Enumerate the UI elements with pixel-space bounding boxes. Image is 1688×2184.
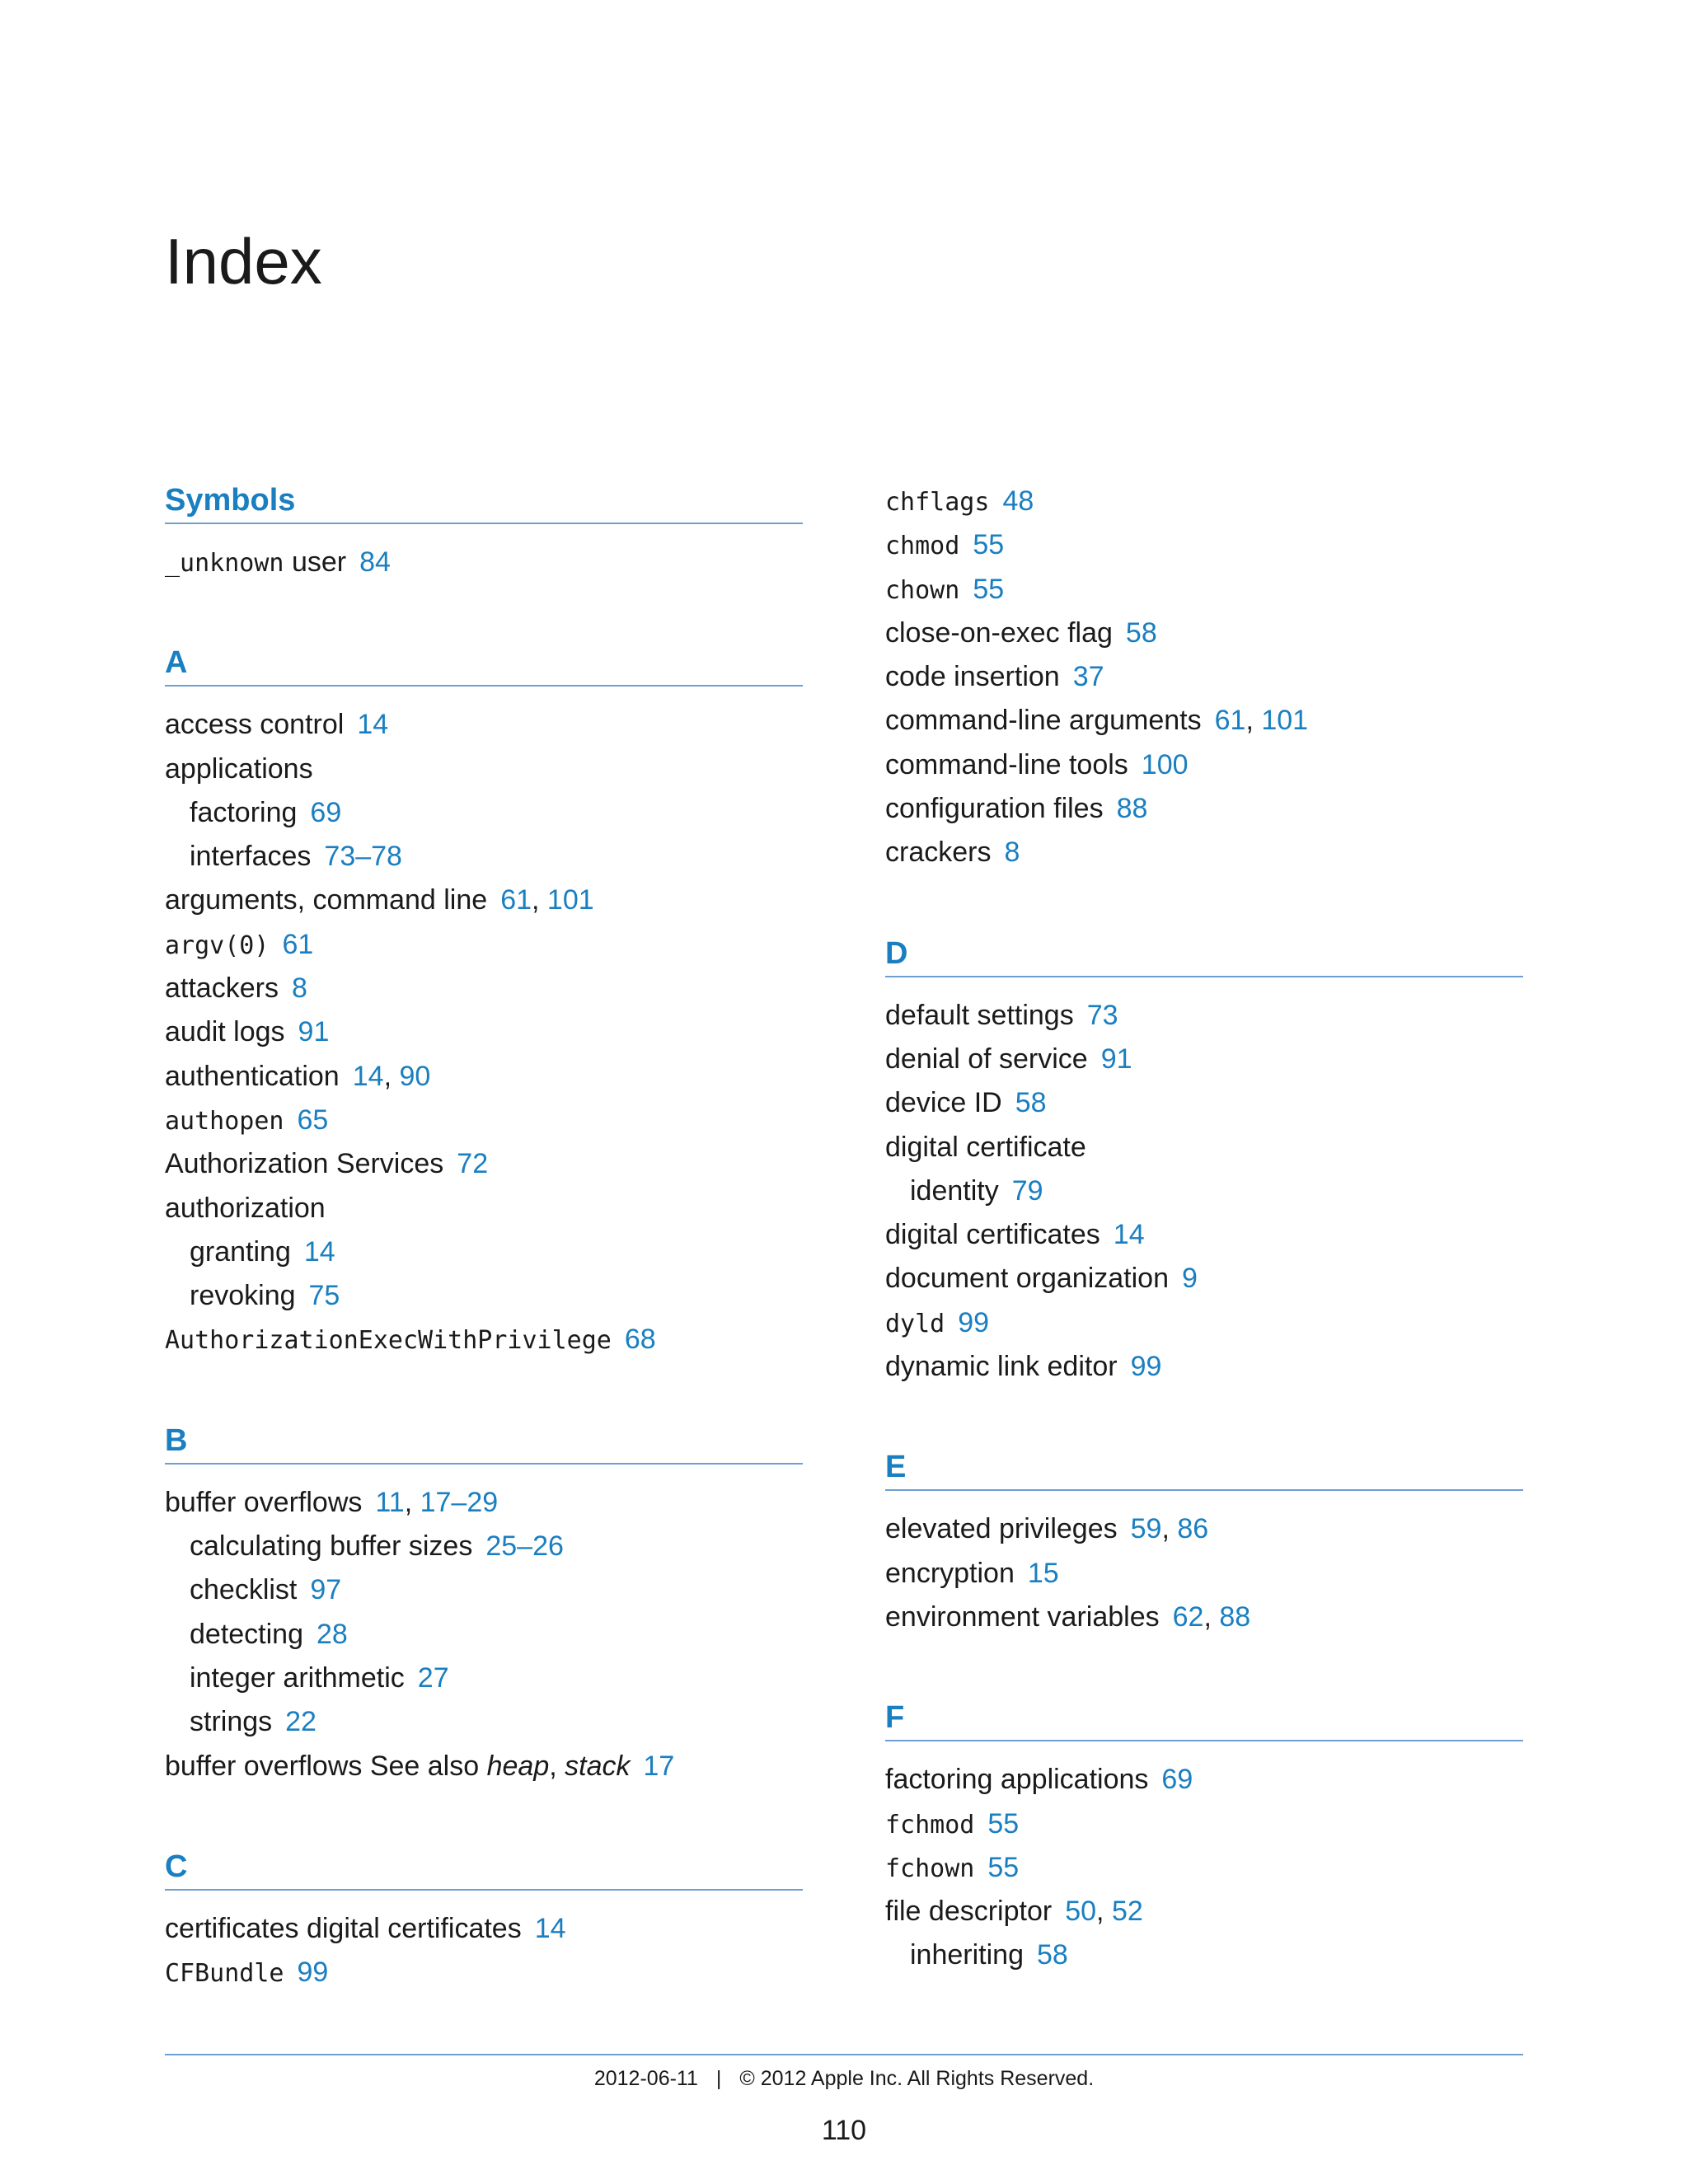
index-entry [165,1318,803,1361]
entry-term: calculating buffer sizes [190,1530,473,1563]
section-heading: D [885,933,1523,977]
page-reference-link[interactable]: 17–29 [420,1486,499,1518]
index-entry [165,1951,803,1994]
entry-term: denial of service [885,1043,1088,1075]
page-reference-link[interactable]: 58 [1015,1087,1047,1119]
page-separator: , [404,1486,420,1518]
page-reference-link[interactable]: 8 [291,972,307,1005]
entry-term: , [549,1750,565,1782]
entry-term: dynamic link editor [885,1351,1118,1383]
entry-term: document organization [885,1263,1170,1295]
entry-term: user [284,546,347,578]
page-reference-link[interactable]: 91 [298,1016,330,1048]
index-section-a [165,642,803,1361]
index-entry [885,1213,1523,1257]
entry-term: arguments, command line [165,884,488,916]
footer-copyright: © 2012 Apple Inc. All Rights Reserved. [739,2067,1095,2090]
page-reference-link[interactable]: 22 [285,1706,316,1738]
page-reference-link[interactable]: 65 [297,1104,329,1136]
index-subentry [165,1657,803,1700]
page-reference-link[interactable]: 50 [1065,1896,1097,1928]
page-title: Index [165,225,322,298]
entry-term: attackers [165,972,279,1005]
index-entry [165,703,803,747]
page-reference-link[interactable]: 25–26 [485,1530,564,1563]
page-reference-link[interactable]: 97 [310,1574,342,1606]
index-entry [885,1552,1523,1596]
page-reference-link[interactable]: 99 [297,1957,329,1989]
page-separator: , [532,884,547,916]
entry-term: argv(0) [165,930,270,960]
index-subentry [885,1933,1523,1977]
index-entry [165,1055,803,1099]
section-heading: B [165,1420,803,1465]
page-reference-link[interactable]: 100 [1141,748,1189,780]
index-section-f [885,1697,1523,1977]
entry-term: close-on-exec flag [885,616,1113,649]
index-subentry [165,835,803,879]
index-section-e [885,1446,1523,1639]
page-reference-link[interactable]: 84 [359,546,391,578]
entry-term: fchown [885,1854,975,1883]
page-reference-link[interactable]: 68 [624,1324,656,1356]
page-reference-link[interactable]: 72 [457,1148,489,1180]
index-entry [885,655,1523,699]
entry-term: command-line arguments [885,705,1202,737]
section-heading: A [165,642,803,687]
index-entry [165,1187,803,1230]
page-reference-link[interactable]: 99 [958,1306,990,1338]
index-entry [165,748,803,791]
page-reference-link[interactable]: 59 [1130,1513,1162,1545]
entry-term: revoking [190,1280,296,1312]
entry-term: AuthorizationExecWithPrivilege [165,1326,612,1356]
page-number: 110 [821,2115,867,2146]
index-section-b [165,1420,803,1788]
entry-term: file descriptor [885,1896,1053,1928]
index-entry [885,1758,1523,1802]
index-entry [885,568,1523,612]
index-entry [885,612,1523,655]
entry-term: chmod [885,532,960,561]
footer [0,2067,1688,2091]
entry-term: digital certificate [885,1131,1086,1163]
page-reference-link[interactable]: 14 [352,1060,384,1092]
index-entry [165,1142,803,1186]
section-heading: F [885,1697,1523,1741]
index-entry [885,1126,1523,1169]
page-reference-link[interactable]: 73–78 [324,841,402,873]
page-reference-link[interactable]: 62 [1172,1601,1204,1633]
entry-term: CFBundle [165,1959,284,1989]
footer-divider [165,2054,1523,2055]
page-reference-link[interactable]: 14 [357,709,389,741]
page-reference-link[interactable]: 11 [375,1486,405,1518]
page-reference-link[interactable]: 55 [987,1807,1020,1840]
entry-term: authopen [165,1106,284,1136]
entry-term: device ID [885,1087,1002,1119]
index-section-continued [885,480,1523,875]
index-entry [885,699,1523,743]
page-reference-link[interactable]: 52 [1111,1896,1143,1928]
entry-term: code insertion [885,661,1060,693]
entry-term: inheriting [910,1939,1024,1971]
page-reference-link[interactable]: 101 [1261,705,1309,737]
footer-date: 2012-06-11 [593,2067,698,2090]
index-entry [885,743,1523,787]
page-reference-link[interactable]: 58 [1125,616,1157,649]
entry-term: _unknown [165,549,284,578]
index-entry [885,1081,1523,1125]
entry-term: access control [165,709,345,741]
page-reference-link[interactable]: 101 [546,884,594,916]
page-reference-link[interactable]: 79 [1011,1174,1043,1207]
page-separator: , [1245,705,1262,737]
index-entry [885,1890,1523,1933]
entry-term: buffer overflows [165,1486,363,1518]
entry-term: digital certificates [885,1219,1100,1251]
entry-term: granting [190,1235,291,1268]
entry-term: buffer overflows See also [165,1750,487,1782]
entry-term: dyld [885,1309,945,1338]
page-reference-link[interactable]: 61 [500,884,532,916]
entry-term: default settings [885,999,1074,1031]
section-heading: C [165,1846,803,1891]
page-reference-link[interactable]: 90 [399,1060,431,1092]
entry-term: authentication [165,1060,340,1092]
page-separator: , [1161,1513,1178,1545]
index-section-symbols [165,480,803,584]
page-reference-link[interactable]: 37 [1072,661,1104,693]
index-entry [885,523,1523,567]
index-subentry [165,1274,803,1318]
page-reference-link[interactable]: 28 [316,1618,348,1650]
entry-term: crackers [885,837,992,869]
index-subentry [165,1230,803,1274]
entry-term: applications [165,752,313,785]
page-separator: , [1203,1601,1220,1633]
page-separator: , [383,1060,400,1092]
index-entry [885,1507,1523,1551]
entry-term: configuration files [885,793,1104,825]
index-entry [885,1301,1523,1345]
page-reference-link[interactable]: 27 [417,1661,449,1694]
page-reference-link[interactable]: 9 [1182,1263,1198,1295]
index-entry [885,1596,1523,1639]
page-reference-link[interactable]: 86 [1177,1513,1209,1545]
index-column-right [885,480,1523,2036]
page-reference-link[interactable]: 73 [1086,999,1118,1031]
entry-term: chown [885,575,960,605]
page-reference-link[interactable]: 88 [1116,793,1148,825]
page-reference-link[interactable]: 91 [1100,1043,1132,1075]
page-reference-link[interactable]: 14 [534,1912,566,1944]
page-reference-link[interactable]: 61 [1214,705,1246,737]
entry-term: stack [565,1750,631,1782]
entry-term: environment variables [885,1601,1160,1633]
section-heading: E [885,1446,1523,1491]
index-entry [165,1907,803,1951]
page-reference-link[interactable]: 55 [973,573,1005,605]
page-reference-link[interactable]: 55 [987,1851,1020,1883]
entry-term: chflags [885,488,990,517]
entry-term: fchmod [885,1810,975,1840]
entry-term: heap [486,1750,550,1782]
page-reference-link[interactable]: 58 [1036,1939,1068,1971]
entry-term: factoring [190,796,298,828]
entry-term: certificates digital certificates [165,1912,522,1944]
index-column-left [165,480,803,2052]
index-entry [885,1257,1523,1301]
entry-term: checklist [190,1574,298,1606]
entry-term: audit logs [165,1016,285,1048]
index-entry [165,923,803,967]
page-reference-link[interactable]: 69 [1161,1764,1193,1796]
page-reference-link[interactable]: 14 [303,1235,335,1268]
entry-term: Authorization Services [165,1148,444,1180]
page-reference-link[interactable]: 15 [1027,1557,1059,1589]
index-section-c [165,1846,803,1995]
index-entry [165,1099,803,1142]
entry-term: elevated privileges [885,1513,1118,1545]
page-reference-link[interactable]: 48 [1002,485,1034,517]
page-reference-link[interactable]: 14 [1113,1219,1145,1251]
index-entry [885,787,1523,831]
index-subentry [165,1613,803,1657]
page-reference-link[interactable]: 8 [1004,837,1020,869]
index-entry [165,541,803,584]
page-reference-link[interactable]: 61 [282,928,314,960]
footer-separator: | [715,2067,722,2090]
entry-term: strings [190,1706,273,1738]
page-reference-link[interactable]: 55 [973,529,1005,561]
entry-term: integer arithmetic [190,1661,405,1694]
index-entry [165,1010,803,1054]
entry-term: identity [910,1174,999,1207]
index-subentry [165,1568,803,1612]
index-subentry [165,1525,803,1568]
index-entry [885,1802,1523,1846]
entry-term: interfaces [190,841,312,873]
page-reference-link[interactable]: 17 [643,1750,675,1782]
index-entry [885,1345,1523,1389]
entry-term: detecting [190,1618,303,1650]
entry-term: factoring applications [885,1764,1149,1796]
section-heading: Symbols [165,480,803,524]
index-entry [885,1846,1523,1890]
page-separator: , [1096,1896,1112,1928]
entry-term: command-line tools [885,748,1128,780]
index-subentry [165,791,803,835]
page-reference-link[interactable]: 99 [1130,1351,1162,1383]
index-entry [165,967,803,1010]
index-entry [165,1745,803,1788]
page-reference-link[interactable]: 69 [310,796,342,828]
index-entry [165,879,803,922]
index-subentry [885,1169,1523,1213]
index-entry [885,1038,1523,1081]
page-reference-link[interactable]: 88 [1219,1601,1251,1633]
index-section-d [885,933,1523,1390]
index-entry [165,1481,803,1525]
index-entry [885,831,1523,874]
entry-term: authorization [165,1192,326,1224]
index-entry [885,994,1523,1038]
index-subentry [165,1700,803,1744]
page-reference-link[interactable]: 75 [308,1280,340,1312]
entry-term: encryption [885,1557,1015,1589]
index-entry [885,480,1523,523]
